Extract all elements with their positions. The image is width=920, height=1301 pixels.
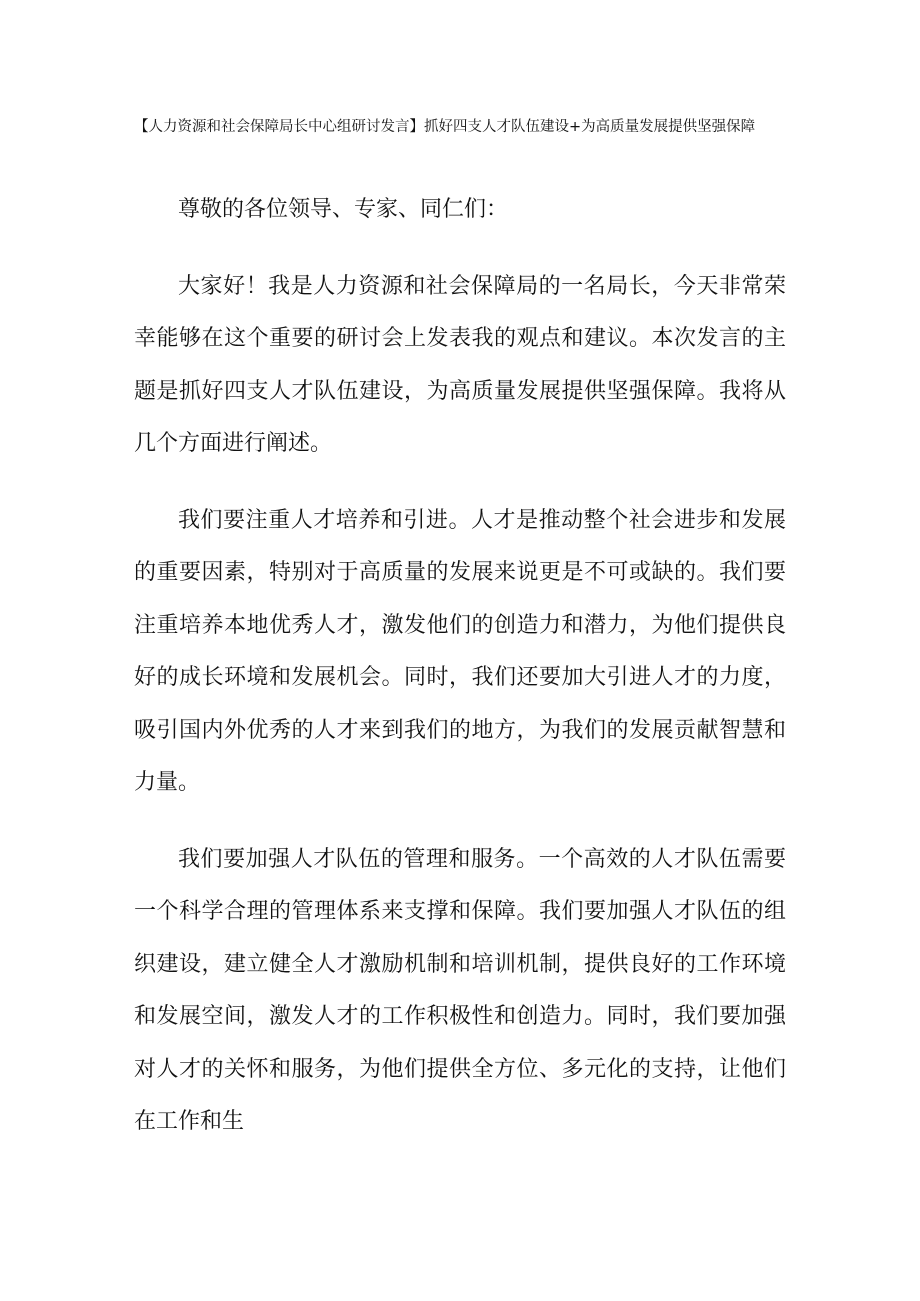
- body-paragraph: 我们要注重人才培养和引进。人才是推动整个社会进步和发展的重要因素，特别对于高质量的发展来说更是不可或缺的。我们要注重培养本地优秀人才，激发他们的创造力和潜力，为他们提供良好的成长环境和发展机会。同时，我们还要加大引进人才的力度，吸引国内外优秀的人才来到我们的地方，为我们的发展贡献智慧和力量。: [134, 507, 786, 795]
- document-title: 【人力资源和社会保障局长中心组研讨发言】抓好四支人才队伍建设+为高质量发展提供坚强保障: [134, 119, 756, 135]
- salutation-paragraph: 尊敬的各位领导、专家、同仁们：: [178, 197, 509, 222]
- body-paragraph: 大家好！我是人力资源和社会保障局的一名局长，今天非常荣幸能够在这个重要的研讨会上发表我的观点和建议。本次发言的主题是抓好四支人才队伍建设，为高质量发展提供坚强保障。我将从几个方面进行阐述。: [134, 273, 786, 456]
- body-paragraph: 我们要加强人才队伍的管理和服务。一个高效的人才队伍需要一个科学合理的管理体系来支撑和保障。我们要加强人才队伍的组织建设，建立健全人才激励机制和培训机制，提供良好的工作环境和发展空间，激发人才的工作积极性和创造力。同时，我们要加强对人才的关怀和服务，为他们提供全方位、多元化的支持，让他们在工作和生: [134, 846, 786, 1134]
- document-body: [134, 184, 786, 1149]
